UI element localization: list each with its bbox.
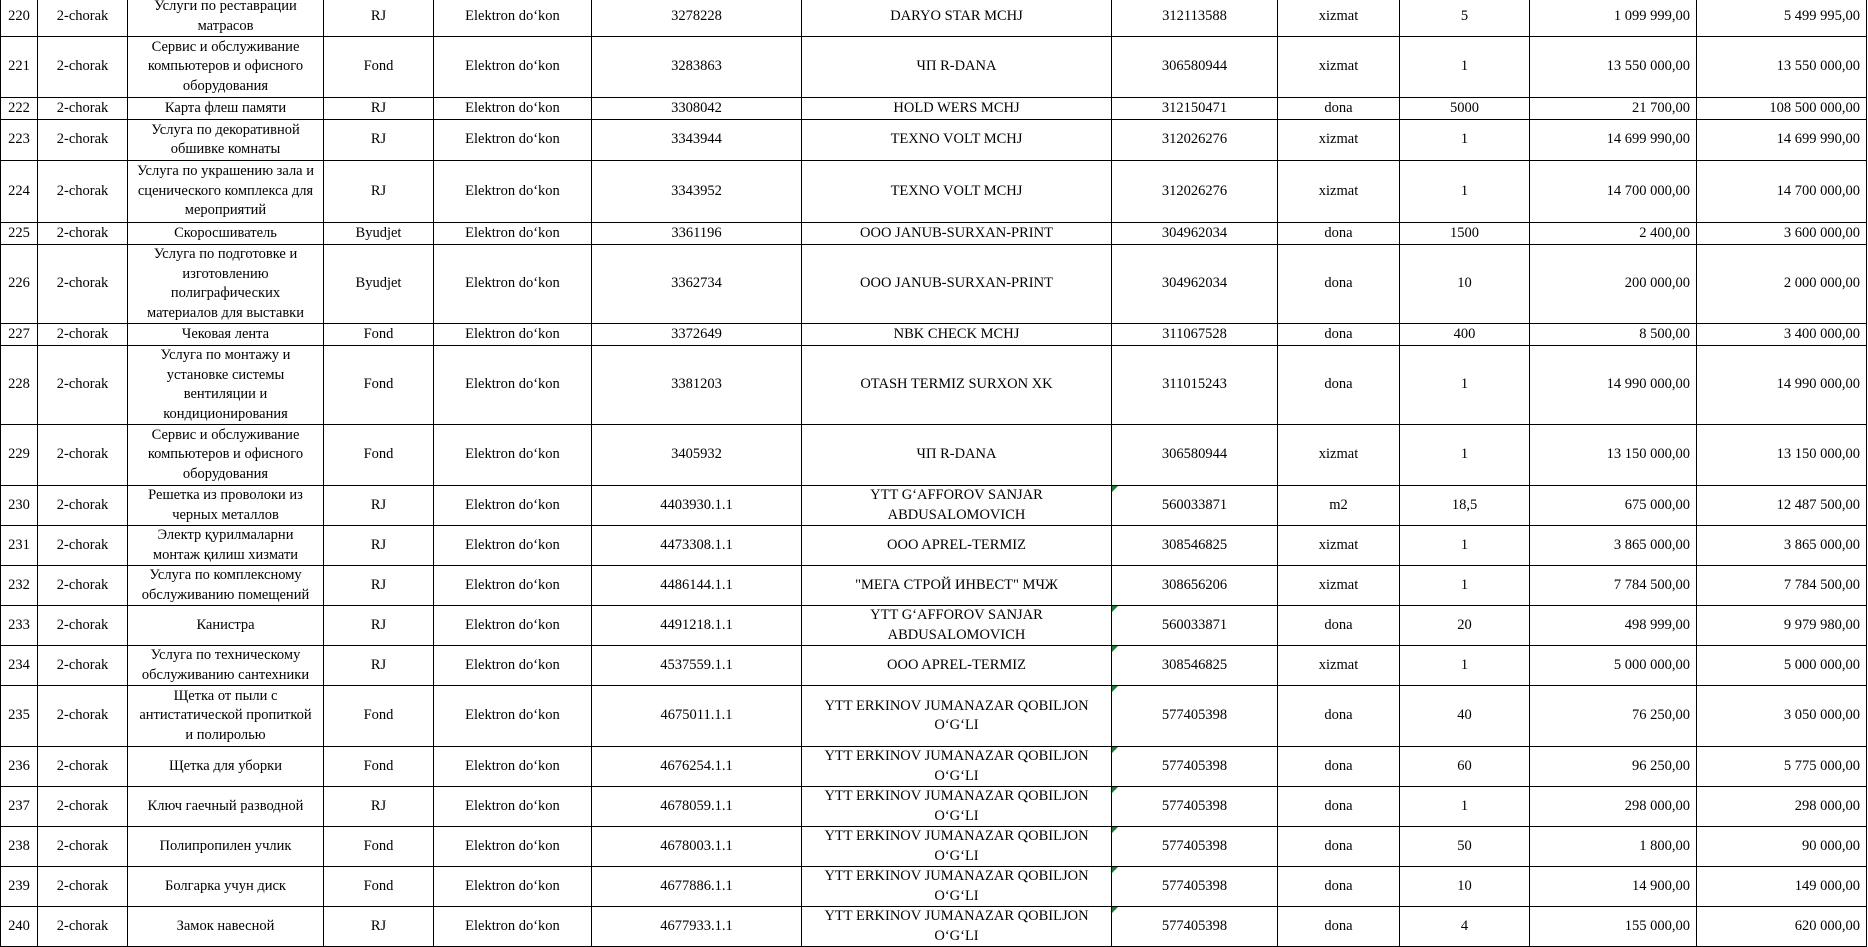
row-number-cell: 230: [1, 486, 38, 526]
unit-cell: xizmat: [1278, 526, 1400, 566]
unit-cell: dona: [1278, 606, 1400, 646]
quantity-cell: 10: [1400, 245, 1530, 324]
total-amount-cell: 5 000 000,00: [1697, 646, 1867, 686]
funding-source-cell: RJ: [324, 606, 434, 646]
total-amount-cell: 298 000,00: [1697, 787, 1867, 827]
supplier-inn-cell: 308546825: [1112, 646, 1278, 686]
supplier-name-cell: "МЕГА СТРОЙ ИНВЕСТ" МЧЖ: [802, 566, 1112, 606]
row-number-cell: 240: [1, 907, 38, 947]
unit-price-cell: 155 000,00: [1530, 907, 1697, 947]
total-amount-cell: 14 700 000,00: [1697, 161, 1867, 223]
purchase-method-cell: Elektron do‘kon: [434, 245, 592, 324]
supplier-name-cell: YTT ERKINOV JUMANAZAR QOBILJON O‘G‘LI: [802, 787, 1112, 827]
supplier-name-cell: TEXNO VOLT MCHJ: [802, 120, 1112, 161]
unit-cell: dona: [1278, 245, 1400, 324]
supplier-inn-cell: 577405398: [1112, 686, 1278, 747]
total-amount-cell: 13 150 000,00: [1697, 425, 1867, 486]
unit-cell: xizmat: [1278, 425, 1400, 486]
supplier-inn-cell: 312150471: [1112, 98, 1278, 120]
unit-price-cell: 14 990 000,00: [1530, 346, 1697, 425]
unit-price-cell: 5 000 000,00: [1530, 646, 1697, 686]
unit-cell: dona: [1278, 787, 1400, 827]
funding-source-cell: Fond: [324, 425, 434, 486]
period-cell: 2-chorak: [38, 245, 128, 324]
table-row: [1, 907, 1867, 947]
funding-source-cell: Fond: [324, 827, 434, 867]
quantity-cell: 1500: [1400, 223, 1530, 245]
supplier-name-cell: TEXNO VOLT MCHJ: [802, 161, 1112, 223]
contract-number-cell: 3283863: [592, 37, 802, 98]
purchase-method-cell: Elektron do‘kon: [434, 526, 592, 566]
table-row: [1, 686, 1867, 747]
row-number-cell: 238: [1, 827, 38, 867]
item-name-cell: Сервис и обслуживание компьютеров и офисного оборудования: [128, 425, 324, 486]
item-name-cell: Сервис и обслуживание компьютеров и офисного оборудования: [128, 37, 324, 98]
row-number-cell: 233: [1, 606, 38, 646]
quantity-cell: 5: [1400, 0, 1530, 37]
item-name-cell: Услуга по техническому обслуживанию сантехники: [128, 646, 324, 686]
supplier-name-cell: YTT ERKINOV JUMANAZAR QOBILJON O‘G‘LI: [802, 867, 1112, 907]
purchase-method-cell: Elektron do‘kon: [434, 686, 592, 747]
item-name-cell: Щетка для уборки: [128, 747, 324, 787]
purchase-method-cell: Elektron do‘kon: [434, 867, 592, 907]
quantity-cell: 40: [1400, 686, 1530, 747]
funding-source-cell: RJ: [324, 787, 434, 827]
contract-number-cell: 3362734: [592, 245, 802, 324]
row-number-cell: 235: [1, 686, 38, 747]
supplier-inn-cell: 304962034: [1112, 245, 1278, 324]
total-amount-cell: 3 865 000,00: [1697, 526, 1867, 566]
total-amount-cell: 12 487 500,00: [1697, 486, 1867, 526]
unit-cell: dona: [1278, 324, 1400, 346]
period-cell: 2-chorak: [38, 37, 128, 98]
unit-price-cell: 1 800,00: [1530, 827, 1697, 867]
contract-number-cell: 3343944: [592, 120, 802, 161]
purchase-method-cell: Elektron do‘kon: [434, 787, 592, 827]
total-amount-cell: 108 500 000,00: [1697, 98, 1867, 120]
item-name-cell: Скоросшиватель: [128, 223, 324, 245]
total-amount-cell: 3 600 000,00: [1697, 223, 1867, 245]
unit-cell: dona: [1278, 223, 1400, 245]
funding-source-cell: RJ: [324, 161, 434, 223]
quantity-cell: 18,5: [1400, 486, 1530, 526]
unit-cell: dona: [1278, 907, 1400, 947]
row-number-cell: 232: [1, 566, 38, 606]
row-number-cell: 231: [1, 526, 38, 566]
period-cell: 2-chorak: [38, 867, 128, 907]
table-row: [1, 486, 1867, 526]
unit-cell: dona: [1278, 346, 1400, 425]
unit-price-cell: 96 250,00: [1530, 747, 1697, 787]
total-amount-cell: 149 000,00: [1697, 867, 1867, 907]
period-cell: 2-chorak: [38, 98, 128, 120]
funding-source-cell: RJ: [324, 98, 434, 120]
contract-number-cell: 4677886.1.1: [592, 867, 802, 907]
period-cell: 2-chorak: [38, 161, 128, 223]
unit-price-cell: 21 700,00: [1530, 98, 1697, 120]
quantity-cell: 1: [1400, 161, 1530, 223]
contract-number-cell: 4473308.1.1: [592, 526, 802, 566]
supplier-name-cell: NBK CHECK MCHJ: [802, 324, 1112, 346]
unit-price-cell: 1 099 999,00: [1530, 0, 1697, 37]
purchase-method-cell: Elektron do‘kon: [434, 161, 592, 223]
unit-cell: dona: [1278, 98, 1400, 120]
contract-number-cell: 4675011.1.1: [592, 686, 802, 747]
total-amount-cell: 3 400 000,00: [1697, 324, 1867, 346]
period-cell: 2-chorak: [38, 907, 128, 947]
quantity-cell: 1: [1400, 120, 1530, 161]
supplier-inn-cell: 304962034: [1112, 223, 1278, 245]
supplier-name-cell: YTT G‘AFFOROV SANJAR ABDUSALOMOVICH: [802, 606, 1112, 646]
item-name-cell: Электр қурилмаларни монтаж қилиш хизмати: [128, 526, 324, 566]
item-name-cell: Щетка от пыли с антистатической пропиткой и полиролью: [128, 686, 324, 747]
table-row: [1, 98, 1867, 120]
unit-price-cell: 76 250,00: [1530, 686, 1697, 747]
supplier-name-cell: YTT ERKINOV JUMANAZAR QOBILJON O‘G‘LI: [802, 907, 1112, 947]
period-cell: 2-chorak: [38, 324, 128, 346]
table-row: [1, 526, 1867, 566]
quantity-cell: 50: [1400, 827, 1530, 867]
purchase-method-cell: Elektron do‘kon: [434, 425, 592, 486]
purchase-method-cell: Elektron do‘kon: [434, 120, 592, 161]
purchase-method-cell: Elektron do‘kon: [434, 37, 592, 98]
funding-source-cell: Fond: [324, 686, 434, 747]
supplier-name-cell: YTT ERKINOV JUMANAZAR QOBILJON O‘G‘LI: [802, 686, 1112, 747]
table-row: [1, 161, 1867, 223]
table-row: [1, 867, 1867, 907]
table-row: [1, 425, 1867, 486]
table-row: [1, 0, 1867, 37]
item-name-cell: Услуга по монтажу и установке системы вентиляции и кондиционирования: [128, 346, 324, 425]
funding-source-cell: RJ: [324, 0, 434, 37]
unit-cell: xizmat: [1278, 0, 1400, 37]
total-amount-cell: 14 990 000,00: [1697, 346, 1867, 425]
quantity-cell: 1: [1400, 346, 1530, 425]
supplier-inn-cell: 312113588: [1112, 0, 1278, 37]
purchase-method-cell: Elektron do‘kon: [434, 907, 592, 947]
period-cell: 2-chorak: [38, 747, 128, 787]
purchase-method-cell: Elektron do‘kon: [434, 827, 592, 867]
period-cell: 2-chorak: [38, 787, 128, 827]
unit-price-cell: 14 700 000,00: [1530, 161, 1697, 223]
quantity-cell: 1: [1400, 787, 1530, 827]
table-row: [1, 787, 1867, 827]
purchase-method-cell: Elektron do‘kon: [434, 747, 592, 787]
item-name-cell: Канистра: [128, 606, 324, 646]
period-cell: 2-chorak: [38, 686, 128, 747]
quantity-cell: 60: [1400, 747, 1530, 787]
total-amount-cell: 2 000 000,00: [1697, 245, 1867, 324]
item-name-cell: Полипропилен учлик: [128, 827, 324, 867]
purchase-method-cell: Elektron do‘kon: [434, 566, 592, 606]
item-name-cell: Чековая лента: [128, 324, 324, 346]
total-amount-cell: 620 000,00: [1697, 907, 1867, 947]
row-number-cell: 229: [1, 425, 38, 486]
row-number-cell: 227: [1, 324, 38, 346]
item-name-cell: Решетка из проволоки из черных металлов: [128, 486, 324, 526]
funding-source-cell: RJ: [324, 486, 434, 526]
supplier-inn-cell: 311015243: [1112, 346, 1278, 425]
total-amount-cell: 5 775 000,00: [1697, 747, 1867, 787]
supplier-name-cell: OOO APREL-TERMIZ: [802, 526, 1112, 566]
contract-number-cell: 4486144.1.1: [592, 566, 802, 606]
funding-source-cell: Fond: [324, 346, 434, 425]
unit-cell: xizmat: [1278, 37, 1400, 98]
quantity-cell: 1: [1400, 526, 1530, 566]
unit-price-cell: 2 400,00: [1530, 223, 1697, 245]
row-number-cell: 234: [1, 646, 38, 686]
row-number-cell: 228: [1, 346, 38, 425]
unit-price-cell: 3 865 000,00: [1530, 526, 1697, 566]
quantity-cell: 1: [1400, 566, 1530, 606]
period-cell: 2-chorak: [38, 486, 128, 526]
contract-number-cell: 3372649: [592, 324, 802, 346]
contract-number-cell: 3381203: [592, 346, 802, 425]
item-name-cell: Болгарка учун диск: [128, 867, 324, 907]
funding-source-cell: Fond: [324, 747, 434, 787]
unit-price-cell: 13 150 000,00: [1530, 425, 1697, 486]
unit-price-cell: 14 699 990,00: [1530, 120, 1697, 161]
row-number-cell: 223: [1, 120, 38, 161]
table-row: [1, 324, 1867, 346]
total-amount-cell: 13 550 000,00: [1697, 37, 1867, 98]
table-row: [1, 245, 1867, 324]
item-name-cell: Услуги по реставрации матрасов: [128, 0, 324, 37]
purchase-method-cell: Elektron do‘kon: [434, 0, 592, 37]
purchase-method-cell: Elektron do‘kon: [434, 606, 592, 646]
unit-cell: xizmat: [1278, 161, 1400, 223]
contract-number-cell: 4678003.1.1: [592, 827, 802, 867]
supplier-name-cell: ЧП R-DANA: [802, 37, 1112, 98]
row-number-cell: 239: [1, 867, 38, 907]
contract-number-cell: 4403930.1.1: [592, 486, 802, 526]
supplier-name-cell: DARYO STAR MCHJ: [802, 0, 1112, 37]
purchase-method-cell: Elektron do‘kon: [434, 98, 592, 120]
purchase-method-cell: Elektron do‘kon: [434, 223, 592, 245]
supplier-inn-cell: 577405398: [1112, 867, 1278, 907]
unit-cell: dona: [1278, 867, 1400, 907]
unit-price-cell: 298 000,00: [1530, 787, 1697, 827]
funding-source-cell: Fond: [324, 867, 434, 907]
row-number-cell: 226: [1, 245, 38, 324]
purchase-method-cell: Elektron do‘kon: [434, 324, 592, 346]
contract-number-cell: 4677933.1.1: [592, 907, 802, 947]
purchase-method-cell: Elektron do‘kon: [434, 486, 592, 526]
quantity-cell: 1: [1400, 37, 1530, 98]
unit-price-cell: 498 999,00: [1530, 606, 1697, 646]
funding-source-cell: Fond: [324, 324, 434, 346]
funding-source-cell: RJ: [324, 120, 434, 161]
funding-source-cell: Byudjet: [324, 245, 434, 324]
supplier-name-cell: OOO APREL-TERMIZ: [802, 646, 1112, 686]
funding-source-cell: Fond: [324, 37, 434, 98]
unit-price-cell: 675 000,00: [1530, 486, 1697, 526]
contract-number-cell: 3308042: [592, 98, 802, 120]
table-row: [1, 747, 1867, 787]
period-cell: 2-chorak: [38, 425, 128, 486]
supplier-name-cell: OOO JANUB-SURXAN-PRINT: [802, 223, 1112, 245]
supplier-inn-cell: 577405398: [1112, 787, 1278, 827]
unit-cell: dona: [1278, 747, 1400, 787]
period-cell: 2-chorak: [38, 827, 128, 867]
funding-source-cell: RJ: [324, 907, 434, 947]
table-row: [1, 37, 1867, 98]
quantity-cell: 5000: [1400, 98, 1530, 120]
period-cell: 2-chorak: [38, 0, 128, 37]
purchase-method-cell: Elektron do‘kon: [434, 646, 592, 686]
quantity-cell: 20: [1400, 606, 1530, 646]
supplier-name-cell: OOO JANUB-SURXAN-PRINT: [802, 245, 1112, 324]
contract-number-cell: 3361196: [592, 223, 802, 245]
total-amount-cell: 7 784 500,00: [1697, 566, 1867, 606]
row-number-cell: 225: [1, 223, 38, 245]
unit-cell: dona: [1278, 827, 1400, 867]
total-amount-cell: 3 050 000,00: [1697, 686, 1867, 747]
item-name-cell: Услуга по подготовке и изготовлению полиграфических материалов для выставки: [128, 245, 324, 324]
purchase-method-cell: Elektron do‘kon: [434, 346, 592, 425]
supplier-inn-cell: 308656206: [1112, 566, 1278, 606]
table-row: [1, 223, 1867, 245]
contract-number-cell: 4491218.1.1: [592, 606, 802, 646]
supplier-inn-cell: 312026276: [1112, 161, 1278, 223]
supplier-name-cell: ЧП R-DANA: [802, 425, 1112, 486]
quantity-cell: 4: [1400, 907, 1530, 947]
total-amount-cell: 9 979 980,00: [1697, 606, 1867, 646]
funding-source-cell: RJ: [324, 566, 434, 606]
supplier-name-cell: YTT ERKINOV JUMANAZAR QOBILJON O‘G‘LI: [802, 747, 1112, 787]
unit-price-cell: 13 550 000,00: [1530, 37, 1697, 98]
contract-number-cell: 4537559.1.1: [592, 646, 802, 686]
period-cell: 2-chorak: [38, 346, 128, 425]
unit-price-cell: 200 000,00: [1530, 245, 1697, 324]
supplier-name-cell: HOLD WERS MCHJ: [802, 98, 1112, 120]
funding-source-cell: Byudjet: [324, 223, 434, 245]
unit-price-cell: 8 500,00: [1530, 324, 1697, 346]
item-name-cell: Карта флеш памяти: [128, 98, 324, 120]
item-name-cell: Услуга по декоративной обшивке комнаты: [128, 120, 324, 161]
unit-price-cell: 7 784 500,00: [1530, 566, 1697, 606]
period-cell: 2-chorak: [38, 526, 128, 566]
supplier-inn-cell: 577405398: [1112, 827, 1278, 867]
period-cell: 2-chorak: [38, 646, 128, 686]
period-cell: 2-chorak: [38, 566, 128, 606]
unit-cell: xizmat: [1278, 120, 1400, 161]
row-number-cell: 237: [1, 787, 38, 827]
total-amount-cell: 5 499 995,00: [1697, 0, 1867, 37]
supplier-inn-cell: 577405398: [1112, 907, 1278, 947]
row-number-cell: 220: [1, 0, 38, 37]
contract-number-cell: 3405932: [592, 425, 802, 486]
item-name-cell: Замок навесной: [128, 907, 324, 947]
item-name-cell: Ключ гаечный разводной: [128, 787, 324, 827]
supplier-inn-cell: 560033871: [1112, 486, 1278, 526]
quantity-cell: 10: [1400, 867, 1530, 907]
total-amount-cell: 14 699 990,00: [1697, 120, 1867, 161]
supplier-inn-cell: 560033871: [1112, 606, 1278, 646]
row-number-cell: 221: [1, 37, 38, 98]
row-number-cell: 236: [1, 747, 38, 787]
table-row: [1, 346, 1867, 425]
supplier-name-cell: OTASH TERMIZ SURXON XK: [802, 346, 1112, 425]
supplier-inn-cell: 306580944: [1112, 425, 1278, 486]
supplier-inn-cell: 306580944: [1112, 37, 1278, 98]
unit-cell: xizmat: [1278, 566, 1400, 606]
contract-number-cell: 3278228: [592, 0, 802, 37]
contract-number-cell: 4678059.1.1: [592, 787, 802, 827]
supplier-name-cell: YTT ERKINOV JUMANAZAR QOBILJON O‘G‘LI: [802, 827, 1112, 867]
quantity-cell: 1: [1400, 425, 1530, 486]
period-cell: 2-chorak: [38, 223, 128, 245]
unit-price-cell: 14 900,00: [1530, 867, 1697, 907]
funding-source-cell: RJ: [324, 646, 434, 686]
funding-source-cell: RJ: [324, 526, 434, 566]
supplier-name-cell: YTT G‘AFFOROV SANJAR ABDUSALOMOVICH: [802, 486, 1112, 526]
contract-number-cell: 3343952: [592, 161, 802, 223]
unit-cell: xizmat: [1278, 646, 1400, 686]
table-row: [1, 827, 1867, 867]
quantity-cell: 400: [1400, 324, 1530, 346]
row-number-cell: 224: [1, 161, 38, 223]
supplier-inn-cell: 308546825: [1112, 526, 1278, 566]
supplier-inn-cell: 311067528: [1112, 324, 1278, 346]
table-row: [1, 566, 1867, 606]
total-amount-cell: 90 000,00: [1697, 827, 1867, 867]
row-number-cell: 222: [1, 98, 38, 120]
supplier-inn-cell: 312026276: [1112, 120, 1278, 161]
supplier-inn-cell: 577405398: [1112, 747, 1278, 787]
quantity-cell: 1: [1400, 646, 1530, 686]
table-row: [1, 120, 1867, 161]
period-cell: 2-chorak: [38, 120, 128, 161]
contract-number-cell: 4676254.1.1: [592, 747, 802, 787]
period-cell: 2-chorak: [38, 606, 128, 646]
item-name-cell: Услуга по комплексному обслуживанию помещений: [128, 566, 324, 606]
unit-cell: m2: [1278, 486, 1400, 526]
table-row: [1, 606, 1867, 646]
item-name-cell: Услуга по украшению зала и сценического комплекса для мероприятий: [128, 161, 324, 223]
unit-cell: dona: [1278, 686, 1400, 747]
table-row: [1, 646, 1867, 686]
